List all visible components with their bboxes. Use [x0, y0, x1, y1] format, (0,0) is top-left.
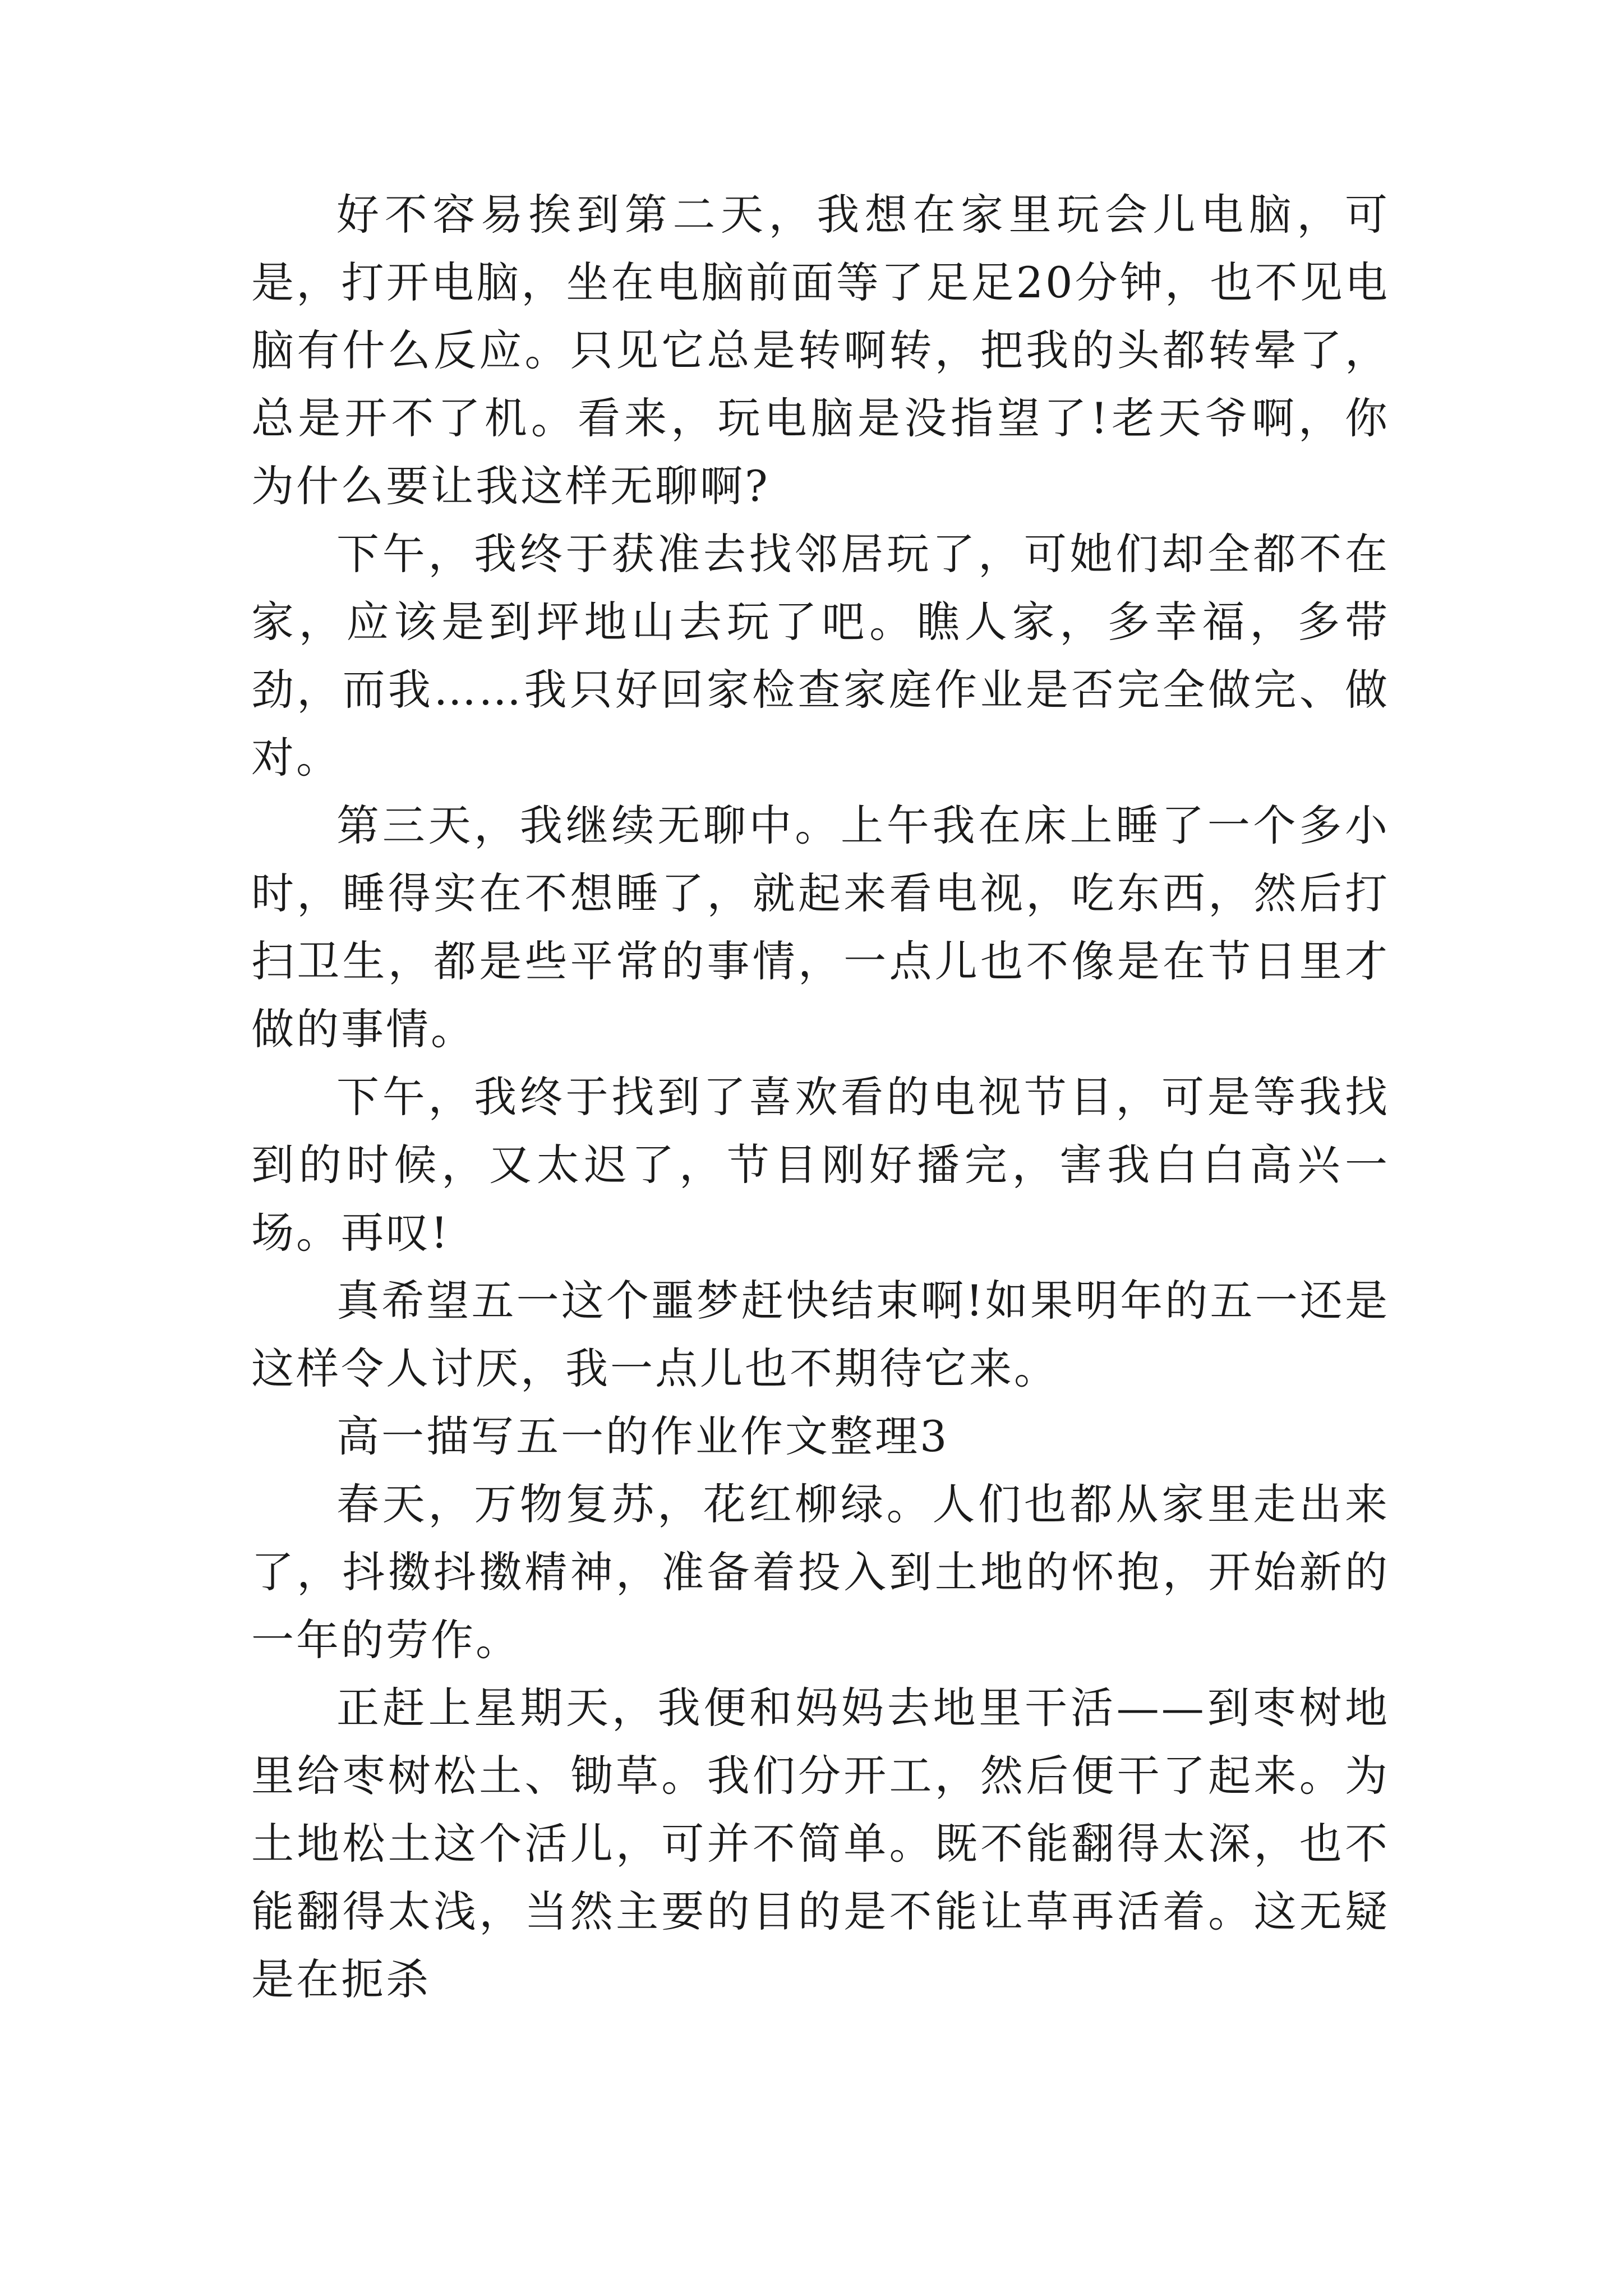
section-title: 高一描写五一的作业作文整理3: [336, 1411, 949, 1461]
paragraph: 第三天，我继续无聊中。上午我在床上睡了一个多小时，睡得实在不想睡了，就起来看电视，吃东西，然后打扫卫生，都是些平常的事情，一点儿也不像是在节日里才做的事情。: [251, 800, 1390, 1054]
paragraph: 真希望五一这个噩梦赶快结束啊!如果明年的五一还是这样令人讨厌，我一点儿也不期待它来。: [251, 1276, 1390, 1393]
paragraph: 下午，我终于获准去找邻居玩了，可她们却全都不在家，应该是到坪地山去玩了吧。瞧人家，多幸福，多带劲，而我……我只好回家检查家庭作业是否完全做完、做对。: [251, 529, 1390, 783]
paragraph: 下午，我终于找到了喜欢看的电视节目，可是等我找到的时候，又太迟了，节目刚好播完，害我白白高兴一场。再叹!: [251, 1072, 1390, 1258]
paragraph: 春天，万物复苏，花红柳绿。人们也都从家里走出来了，抖擞抖擞精神，准备着投入到土地的怀抱，开始新的一年的劳作。: [251, 1479, 1390, 1665]
document-body: [251, 181, 1390, 2013]
paragraph: 好不容易挨到第二天，我想在家里玩会儿电脑，可是，打开电脑，坐在电脑前面等了足足20分钟，也不见电脑有什么反应。只见它总是转啊转，把我的头都转晕了，总是开不了机。看来，玩电脑是没指望了!老天爷啊，你为什么要让我这样无聊啊?: [251, 190, 1390, 511]
paragraph: 正赶上星期天，我便和妈妈去地里干活——到枣树地里给枣树松土、锄草。我们分开工，然后便干了起来。为土地松土这个活儿，可并不简单。既不能翻得太深，也不能翻得太浅，当然主要的目的是不能让草再活着。这无疑是在扼杀: [251, 1683, 1390, 2004]
